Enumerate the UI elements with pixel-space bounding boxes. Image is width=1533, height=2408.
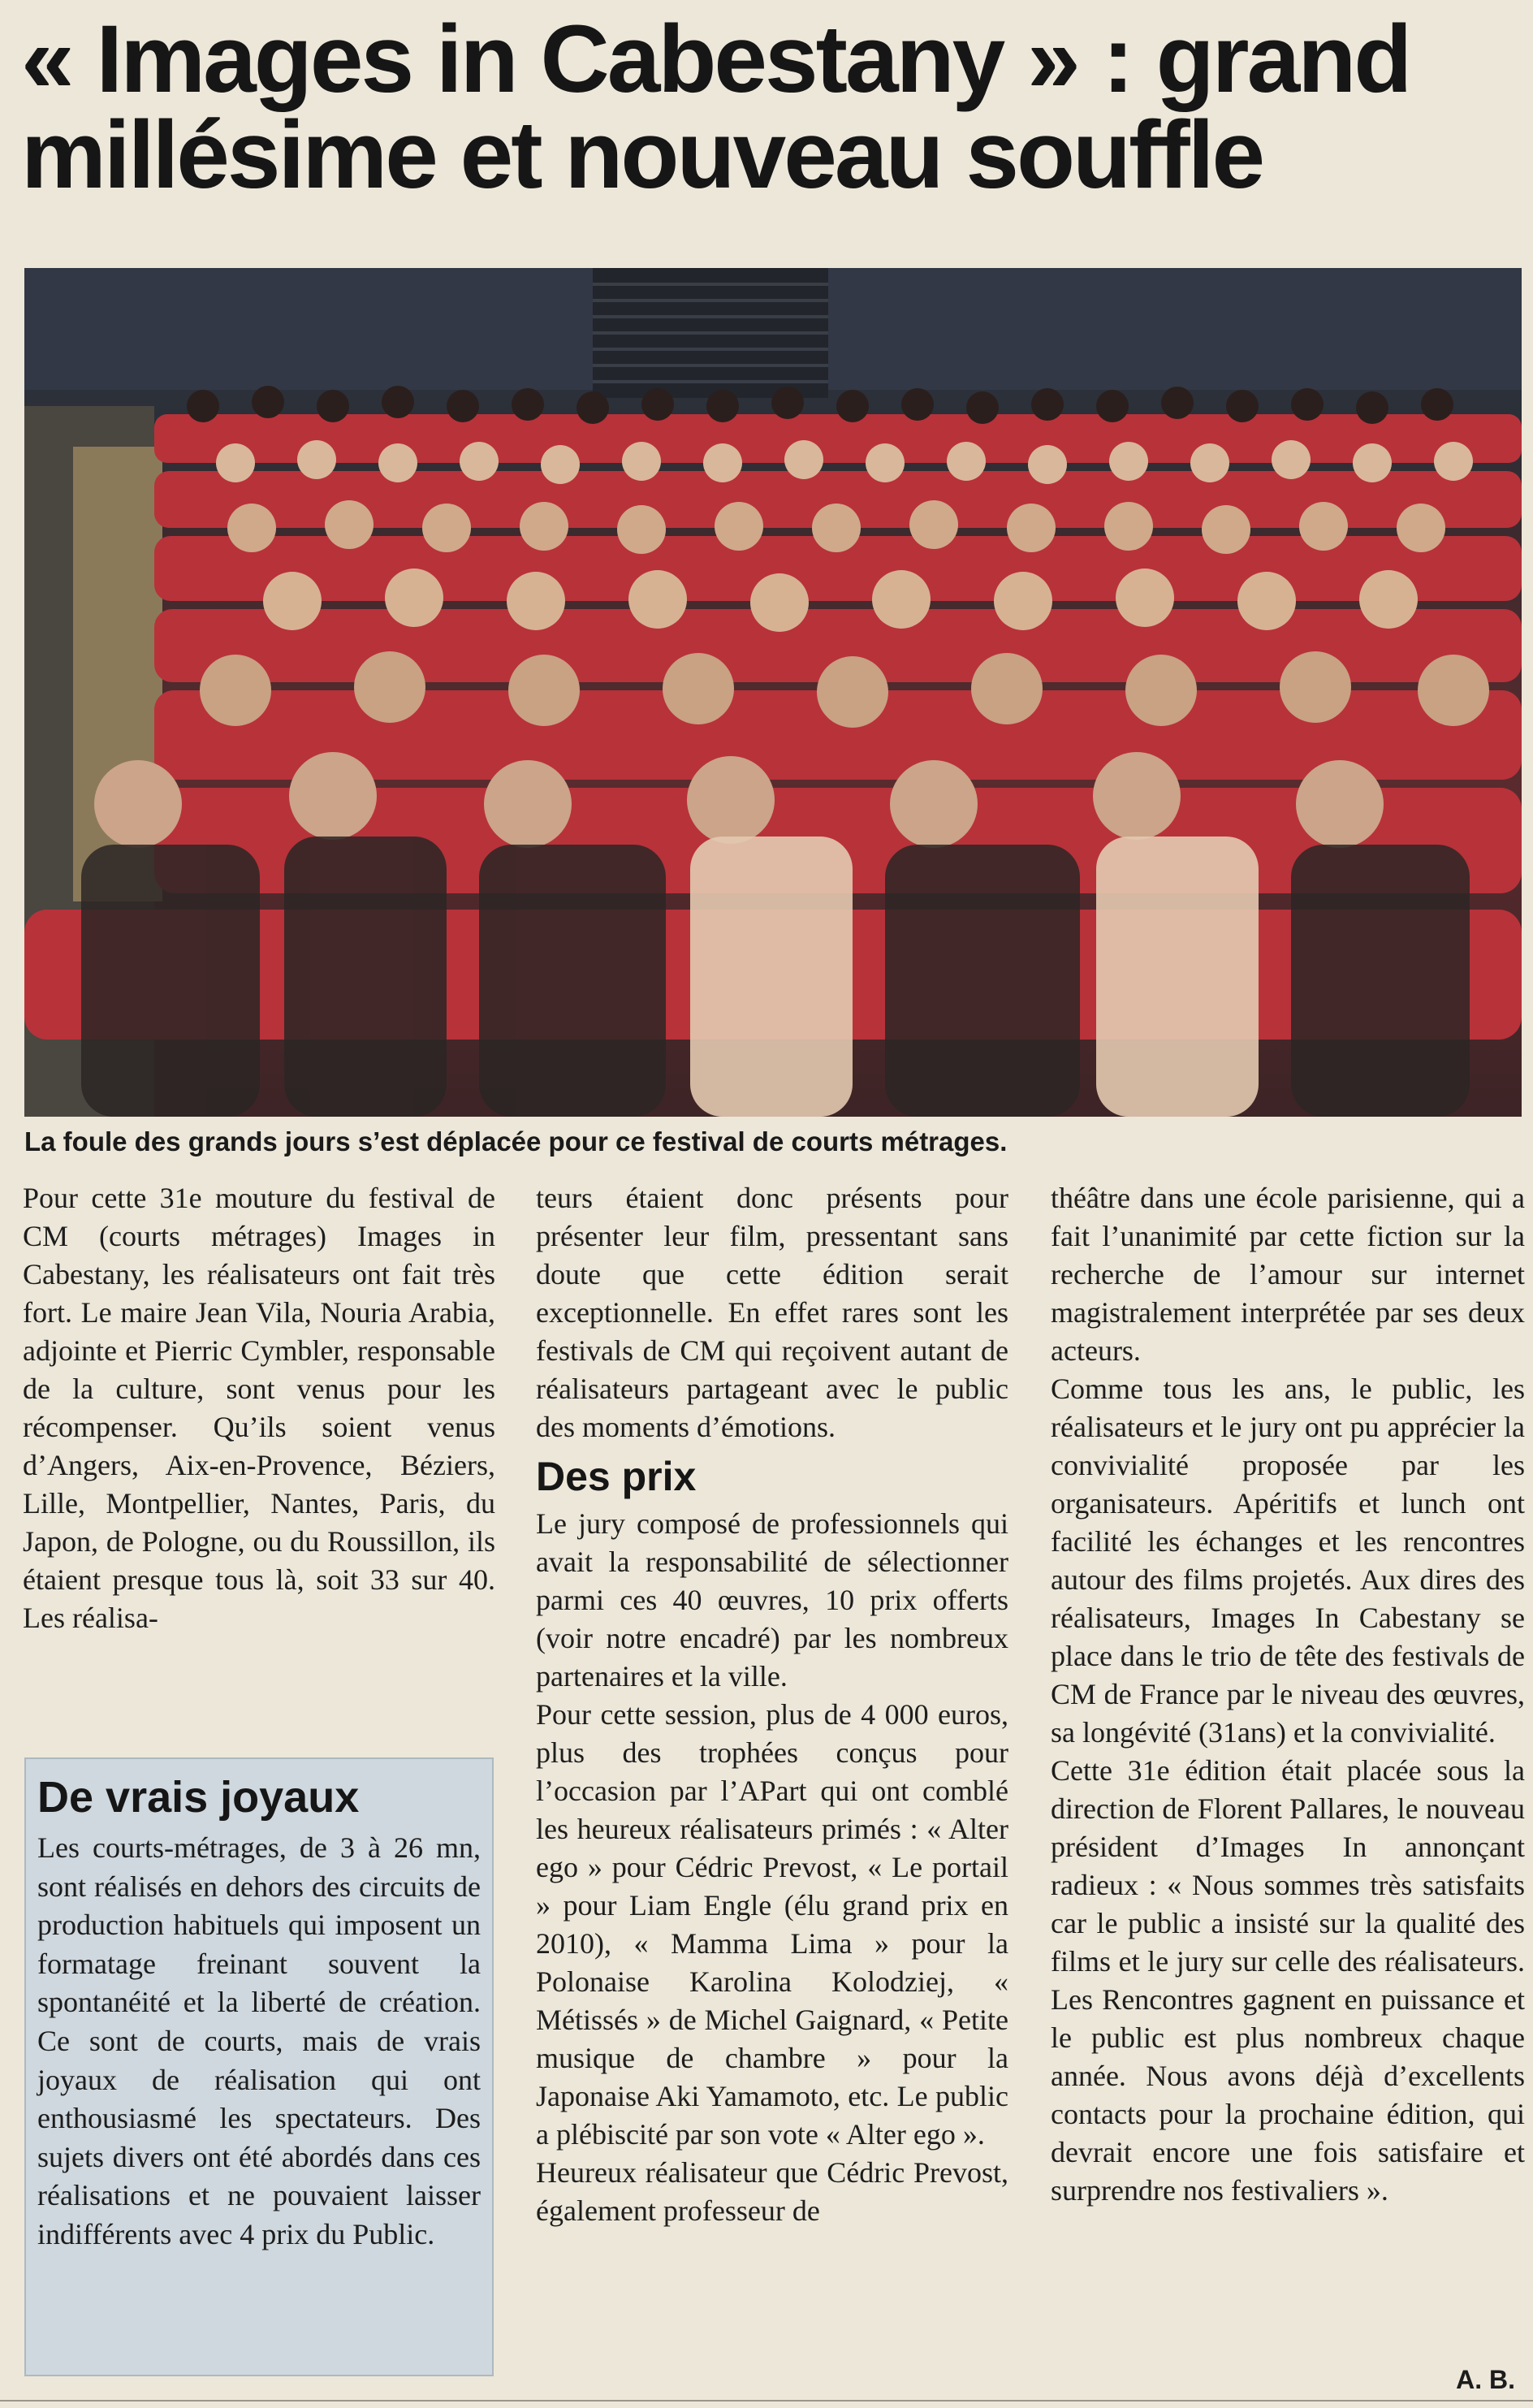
box-title: De vrais joyaux	[37, 1773, 360, 1822]
article-headline	[21, 6, 1515, 209]
col3-paragraph-3: Cette 31e édition était placée sous la direction de Florent Pallares, le nouveau président d’Images In annonçant radieux : « Nous sommes très satisfaits car le public a insisté sur la qualité des films et le jury sur celle des réalisateurs. Les Rencontres gagnent en puissance et le public est plus nombreux chaque année. Nous avons déjà d’excellents contacts pour la prochaine édition, qui devrait encore une fois satisfaire et surprendre nos festivaliers ».	[1051, 1754, 1525, 2207]
column-1	[23, 1179, 495, 1637]
section-heading-prix: Des prix	[536, 1454, 697, 1499]
column-3	[1051, 1179, 1525, 2210]
col3-paragraph-2: Comme tous les ans, le public, les réalisateurs et le jury ont pu apprécier la convivialité proposée par les organisateurs. Apéritifs et lunch ont facilité les échanges et les rencontres autour des films projetés. Aux dires des réalisateurs, Images In Cabestany se place dans le trio de tête des festivals de CM de France par le niveau des œuvres, sa longévité (31ans) et la convivialité.	[1051, 1373, 1525, 1749]
audience-photo-illustration	[24, 268, 1522, 1117]
col2-paragraph-4: Heureux réalisateur que Cédric Prevost, également professeur de	[536, 2156, 1008, 2227]
headline-line-1: « Images in Cabestany » : grand	[21, 6, 1410, 113]
headline-line-2: millésime et nouveau souffle	[21, 102, 1263, 209]
audience-photo	[24, 268, 1522, 1117]
column-2	[536, 1179, 1008, 2230]
col2-paragraph-1: teurs étaient donc présents pour présenter leur film, pressentant sans doute que cette édition serait exceptionnelle. En effet rares sont les festivals de CM qui reçoivent autant de réalisateurs partageant avec le public des moments d’émotions.	[536, 1182, 1008, 1443]
col2-paragraph-2: Le jury composé de professionnels qui avait la responsabilité de sélectionner parmi ces 40 œuvres, 10 prix offerts (voir notre encadré) par les nombreux partenaires et la ville.	[536, 1507, 1008, 1693]
box-paragraph: Les courts-métrages, de 3 à 26 mn, sont réalisés en dehors des circuits de production habituels qui imposent un formatage freinant souvent la spontanéité et la liberté de création. Ce sont de courts, mais de vrais joyaux de réalisation qui ont enthousiasmé les spectateurs. Des sujets divers ont été abordés dans ces réalisations et ne pouvaient laisser indifférents avec 4 prix du Public.	[37, 1831, 481, 2250]
photo-caption: La foule des grands jours s’est déplacée pour ce festival de courts métrages.	[24, 1126, 1008, 1156]
col2-paragraph-3: Pour cette session, plus de 4 000 euros, plus des trophées conçus pour l’occasion par l’APart qui ont comblé les heureux réalisateurs primés : « Alter ego » pour Cédric Prevost, « Le portail » pour Liam Engle (élu grand prix en 2010), « Mamma Lima » pour la Polonaise Karolina Kolodziej, « Métissés » de Michel Gaignard, « Petite musique de chambre » pour la Japonaise Aki Yamamoto, etc. Le public a plébiscité par son vote « Alter ego ».	[536, 1698, 1008, 2151]
col1-paragraph-1: Pour cette 31e mouture du festival de CM (courts métrages) Images in Cabestany, les réalisateurs ont fait très fort. Le maire Jean Vila, Nouria Arabia, adjointe et Pierric Cymbler, responsable de la culture, sont venus pour les récompenser. Qu’ils soient venus d’Angers, Aix-en-Provence, Béziers, Lille, Montpellier, Nantes, Paris, du Japon, de Pologne, ou du Roussillon, ils étaient presque tous là, soit 33 sur 40. Les réalisa-	[23, 1182, 495, 1634]
bottom-rule	[0, 2400, 1533, 2402]
author-signature: A. B.	[1456, 2365, 1515, 2394]
sidebar-box	[24, 1757, 494, 2376]
col3-paragraph-1: théâtre dans une école parisienne, qui a fait l’unanimité par cette fiction sur la recherche de l’amour sur internet magistralement interprétée par ses deux acteurs.	[1051, 1182, 1525, 1367]
